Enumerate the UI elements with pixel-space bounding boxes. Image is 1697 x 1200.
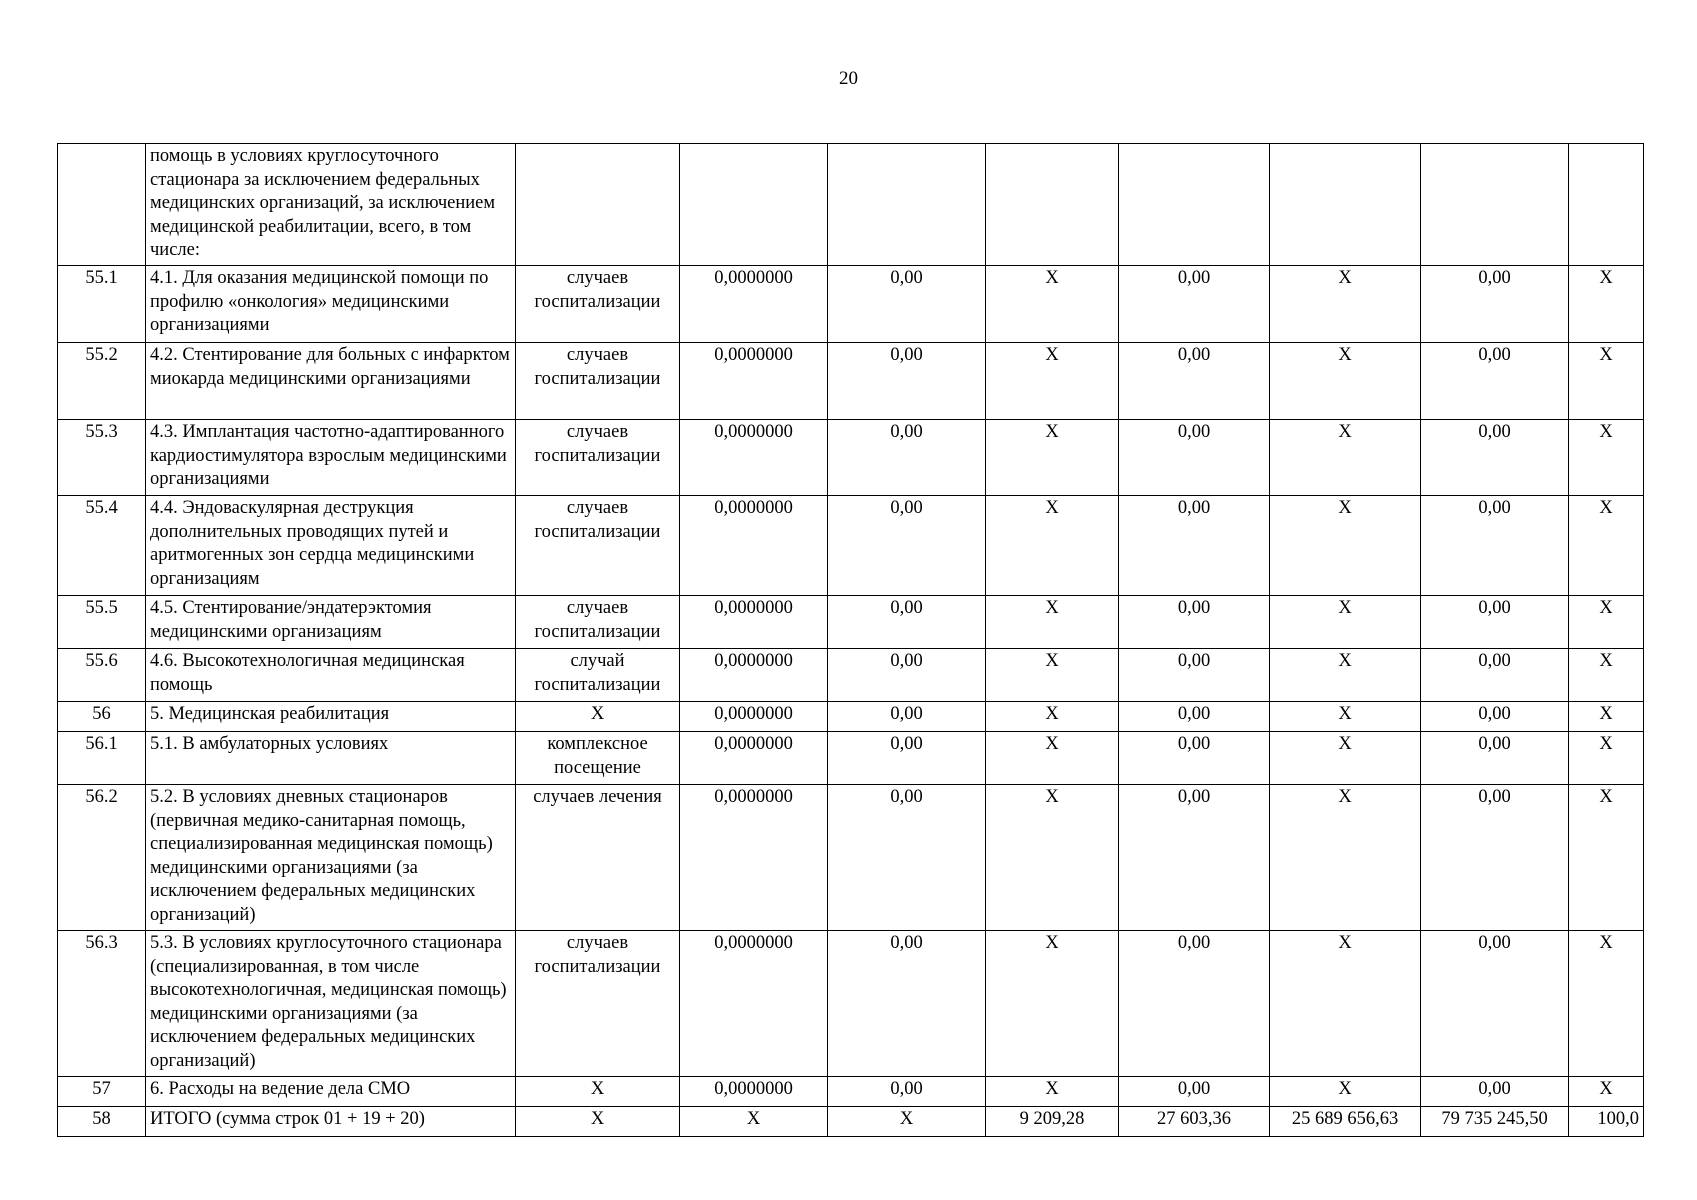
row-name: 4.6. Высокотехнологичная медицинская помощь: [146, 649, 516, 702]
cell-col9: [1421, 144, 1569, 266]
row-name: 4.3. Имплантация частотно-адаптированного кардиостимулятора взрослым медицинскими организациями: [146, 420, 516, 496]
cell-col4: X: [680, 1107, 828, 1137]
cell-col8: X: [1270, 343, 1421, 420]
cell-col4: 0,0000000: [680, 785, 828, 931]
row-name: 5. Медицинская реабилитация: [146, 702, 516, 732]
cell-col9: 0,00: [1421, 1077, 1569, 1107]
row-number: [58, 144, 146, 266]
cell-col6: X: [986, 785, 1119, 931]
cell-col5: 0,00: [828, 785, 986, 931]
cell-col9: 0,00: [1421, 596, 1569, 649]
row-number: 56.3: [58, 931, 146, 1077]
cell-col4: 0,0000000: [680, 596, 828, 649]
row-name: 5.3. В условиях круглосуточного стационара (специализированная, в том числе высокотехнологичная, медицинская помощь) медицинскими организациями (за исключением федеральных медицинских организаций): [146, 931, 516, 1077]
row-name: 4.4. Эндоваскулярная деструкция дополнительных проводящих путей и аритмогенных зон сердца медицинскими организациям: [146, 496, 516, 596]
cell-col7: 0,00: [1119, 420, 1270, 496]
cell-col4: 0,0000000: [680, 266, 828, 343]
cell-col10: X: [1569, 702, 1644, 732]
cell-col10: X: [1569, 1077, 1644, 1107]
cell-col8: X: [1270, 649, 1421, 702]
table-row: [58, 266, 1644, 343]
cell-col7: 0,00: [1119, 496, 1270, 596]
cell-col9: 0,00: [1421, 266, 1569, 343]
row-number: 56: [58, 702, 146, 732]
cell-col4: 0,0000000: [680, 1077, 828, 1107]
cell-col4: 0,0000000: [680, 931, 828, 1077]
cell-col7: 0,00: [1119, 649, 1270, 702]
row-unit: X: [516, 702, 680, 732]
cell-col8: X: [1270, 732, 1421, 785]
cell-col10: X: [1569, 732, 1644, 785]
row-name: 6. Расходы на ведение дела СМО: [146, 1077, 516, 1107]
cell-col5: 0,00: [828, 1077, 986, 1107]
cell-col9: 79 735 245,50: [1421, 1107, 1569, 1137]
cell-col10: X: [1569, 496, 1644, 596]
cell-col7: [1119, 144, 1270, 266]
cell-col7: 0,00: [1119, 785, 1270, 931]
cell-col5: 0,00: [828, 649, 986, 702]
cell-col4: 0,0000000: [680, 420, 828, 496]
row-name: ИТОГО (сумма строк 01 + 19 + 20): [146, 1107, 516, 1137]
cell-col5: 0,00: [828, 931, 986, 1077]
cell-col4: 0,0000000: [680, 343, 828, 420]
cell-col6: X: [986, 343, 1119, 420]
row-number: 55.1: [58, 266, 146, 343]
row-unit: X: [516, 1077, 680, 1107]
cell-col6: X: [986, 931, 1119, 1077]
cell-col5: 0,00: [828, 596, 986, 649]
cell-col10: X: [1569, 420, 1644, 496]
cell-col5: 0,00: [828, 732, 986, 785]
row-number: 55.4: [58, 496, 146, 596]
cell-col8: X: [1270, 596, 1421, 649]
row-unit: случаев госпитализации: [516, 343, 680, 420]
cell-col9: 0,00: [1421, 649, 1569, 702]
cell-col10: X: [1569, 266, 1644, 343]
table-row: [58, 649, 1644, 702]
row-name: 5.2. В условиях дневных стационаров (первичная медико-санитарная помощь, специализированная медицинская помощь) медицинскими организациями (за исключением федеральных медицинских организаций): [146, 785, 516, 931]
row-number: 55.2: [58, 343, 146, 420]
cell-col10: X: [1569, 931, 1644, 1077]
cell-col9: 0,00: [1421, 785, 1569, 931]
row-name: 4.1. Для оказания медицинской помощи по профилю «онкология» медицинскими организациями: [146, 266, 516, 343]
row-number: 55.3: [58, 420, 146, 496]
cell-col7: 0,00: [1119, 1077, 1270, 1107]
cell-col4: [680, 144, 828, 266]
table-row: [58, 496, 1644, 596]
cell-col7: 0,00: [1119, 343, 1270, 420]
cell-col6: X: [986, 496, 1119, 596]
cell-col10: [1569, 144, 1644, 266]
financing-table: [57, 143, 1644, 1137]
row-number: 55.6: [58, 649, 146, 702]
table-row: [58, 702, 1644, 732]
row-unit: [516, 144, 680, 266]
cell-col5: [828, 144, 986, 266]
cell-col9: 0,00: [1421, 931, 1569, 1077]
cell-col9: 0,00: [1421, 343, 1569, 420]
table-row: [58, 420, 1644, 496]
cell-col5: 0,00: [828, 343, 986, 420]
cell-col10: 100,0: [1569, 1107, 1644, 1137]
cell-col8: X: [1270, 420, 1421, 496]
cell-col9: 0,00: [1421, 702, 1569, 732]
cell-col6: [986, 144, 1119, 266]
cell-col10: X: [1569, 785, 1644, 931]
table-row: [58, 596, 1644, 649]
cell-col8: [1270, 144, 1421, 266]
table-row: [58, 144, 1644, 266]
row-name: помощь в условиях круглосуточного стационара за исключением федеральных медицинских организаций, за исключением медицинской реабилитации, всего, в том числе:: [146, 144, 516, 266]
cell-col6: X: [986, 732, 1119, 785]
table-row: [58, 1107, 1644, 1137]
cell-col5: X: [828, 1107, 986, 1137]
cell-col8: X: [1270, 496, 1421, 596]
row-number: 56.1: [58, 732, 146, 785]
cell-col5: 0,00: [828, 496, 986, 596]
row-unit: случаев госпитализации: [516, 420, 680, 496]
cell-col9: 0,00: [1421, 496, 1569, 596]
cell-col4: 0,0000000: [680, 649, 828, 702]
table-row: [58, 732, 1644, 785]
row-name: 4.5. Стентирование/эндатерэктомия медицинскими организациям: [146, 596, 516, 649]
cell-col4: 0,0000000: [680, 702, 828, 732]
cell-col10: X: [1569, 649, 1644, 702]
cell-col7: 0,00: [1119, 596, 1270, 649]
cell-col6: X: [986, 649, 1119, 702]
cell-col7: 27 603,36: [1119, 1107, 1270, 1137]
row-unit: случаев госпитализации: [516, 496, 680, 596]
cell-col9: 0,00: [1421, 420, 1569, 496]
cell-col8: X: [1270, 266, 1421, 343]
row-unit: X: [516, 1107, 680, 1137]
row-name: 4.2. Стентирование для больных с инфарктом миокарда медицинскими организациями: [146, 343, 516, 420]
cell-col6: X: [986, 596, 1119, 649]
cell-col7: 0,00: [1119, 266, 1270, 343]
table-body: [58, 144, 1644, 1137]
cell-col6: X: [986, 266, 1119, 343]
cell-col8: X: [1270, 1077, 1421, 1107]
cell-col5: 0,00: [828, 420, 986, 496]
row-unit: случаев госпитализации: [516, 596, 680, 649]
row-unit: случаев госпитализации: [516, 931, 680, 1077]
cell-col8: 25 689 656,63: [1270, 1107, 1421, 1137]
cell-col6: X: [986, 1077, 1119, 1107]
cell-col5: 0,00: [828, 702, 986, 732]
row-number: 57: [58, 1077, 146, 1107]
row-unit: случаев госпитализации: [516, 266, 680, 343]
table-row: [58, 785, 1644, 931]
row-number: 58: [58, 1107, 146, 1137]
cell-col8: X: [1270, 702, 1421, 732]
table-row: [58, 343, 1644, 420]
row-unit: случаев лечения: [516, 785, 680, 931]
cell-col4: 0,0000000: [680, 496, 828, 596]
row-number: 55.5: [58, 596, 146, 649]
cell-col8: X: [1270, 785, 1421, 931]
row-number: 56.2: [58, 785, 146, 931]
page-number: 20: [839, 68, 858, 89]
cell-col6: X: [986, 702, 1119, 732]
cell-col8: X: [1270, 931, 1421, 1077]
table-row: [58, 931, 1644, 1077]
cell-col4: 0,0000000: [680, 732, 828, 785]
cell-col6: 9 209,28: [986, 1107, 1119, 1137]
cell-col10: X: [1569, 343, 1644, 420]
cell-col7: 0,00: [1119, 931, 1270, 1077]
cell-col6: X: [986, 420, 1119, 496]
cell-col10: X: [1569, 596, 1644, 649]
cell-col7: 0,00: [1119, 702, 1270, 732]
row-name: 5.1. В амбулаторных условиях: [146, 732, 516, 785]
cell-col5: 0,00: [828, 266, 986, 343]
row-unit: комплексное посещение: [516, 732, 680, 785]
cell-col9: 0,00: [1421, 732, 1569, 785]
row-unit: случай госпитализации: [516, 649, 680, 702]
cell-col7: 0,00: [1119, 732, 1270, 785]
table-row: [58, 1077, 1644, 1107]
